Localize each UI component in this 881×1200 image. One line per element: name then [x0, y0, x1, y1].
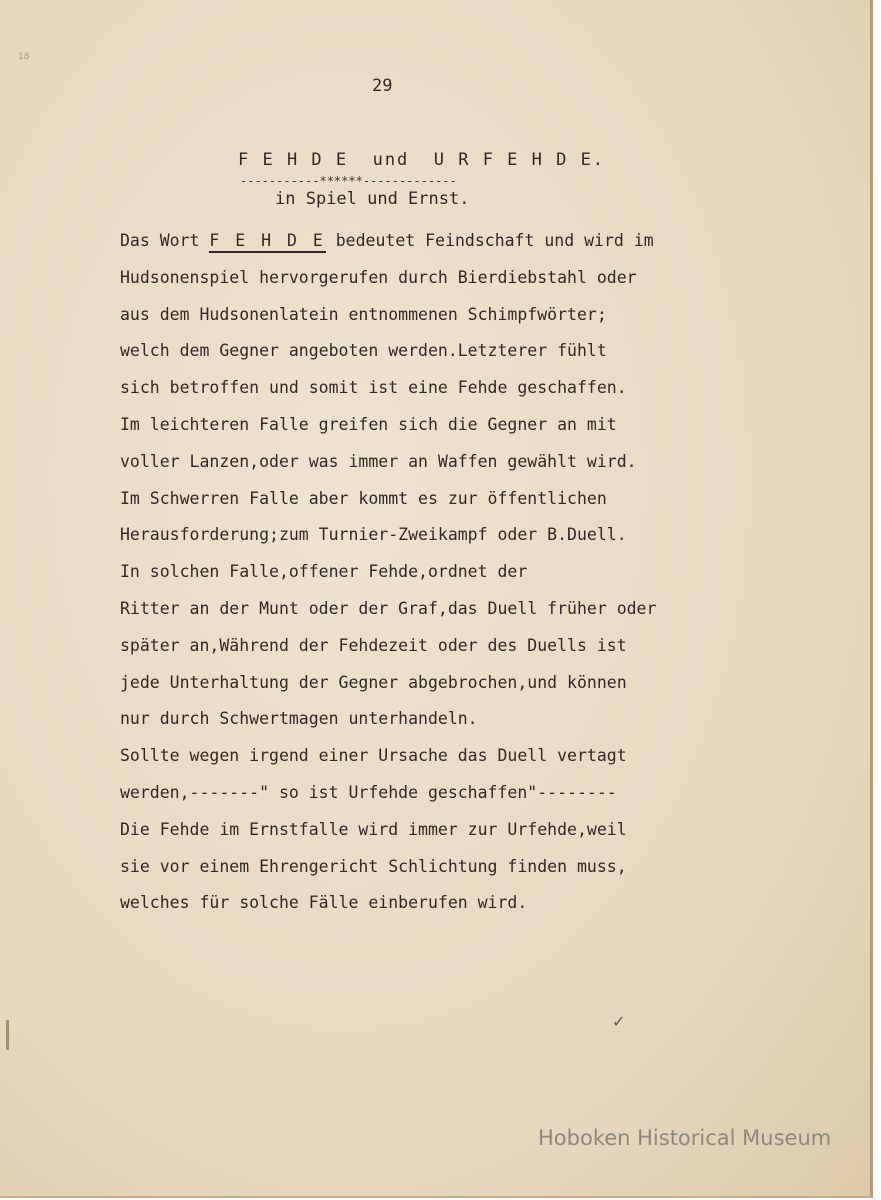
body-line: jede Unterhaltung der Gegner abgebrochen,und können [120, 672, 627, 692]
body-line: welches für solche Fälle einberufen wird. [120, 893, 528, 913]
museum-watermark: Hoboken Historical Museum [538, 1126, 832, 1150]
page-number: 29 [372, 76, 393, 96]
body-line: sie vor einem Ehrengericht Schlichtung finden muss, [120, 856, 627, 876]
body-line: Ritter an der Munt oder der Graf,das Duell früher oder [120, 598, 657, 618]
body-line: Im leichteren Falle greifen sich die Gegner an mit [120, 414, 617, 434]
body-line: voller Lanzen,oder was immer an Waffen gewählt wird. [120, 451, 637, 471]
title-underline-rule: -----------******------------- [240, 174, 457, 188]
binding-edge-mark [6, 1020, 9, 1050]
body-line: später an,Während der Fehdezeit oder des Duells ist [120, 635, 627, 655]
body-line-suffix: bedeutet Feindschaft und wird im [325, 231, 654, 250]
body-line: Herausforderung;zum Turnier-Zweikampf oder B.Duell. [120, 525, 627, 545]
emphasized-word: F E H D E [209, 231, 325, 253]
body-line: In solchen Falle,offener Fehde,ordnet der [120, 562, 528, 582]
body-line: Sollte wegen irgend einer Ursache das Duell vertagt [120, 746, 627, 766]
body-line: welch dem Gegner angeboten werden.Letzterer fühlt [120, 341, 607, 361]
pencil-tick-mark: ✓ [612, 1012, 626, 1031]
body-line: Hudsonenspiel hervorgerufen durch Bierdiebstahl oder [120, 267, 637, 287]
pencil-note: 18 [18, 52, 30, 62]
body-line: werden,-------" so ist Urfehde geschaffen"-------- [120, 782, 617, 802]
body-line [120, 223, 760, 260]
body-line: sich betroffen und somit ist eine Fehde geschaffen. [120, 378, 627, 398]
body-text [120, 223, 760, 922]
body-line: nur durch Schwertmagen unterhandeln. [120, 709, 478, 729]
document-title: F E H D E und U R F E H D E. [238, 150, 606, 170]
body-line: aus dem Hudsonenlatein entnommenen Schimpfwörter; [120, 304, 607, 324]
body-line: Die Fehde im Ernstfalle wird immer zur Urfehde,weil [120, 819, 627, 839]
body-line-prefix: Das Wort [120, 231, 210, 250]
body-line: Im Schwerren Falle aber kommt es zur öffentlichen [120, 488, 607, 508]
document-subtitle: in Spiel und Ernst. [275, 189, 470, 209]
